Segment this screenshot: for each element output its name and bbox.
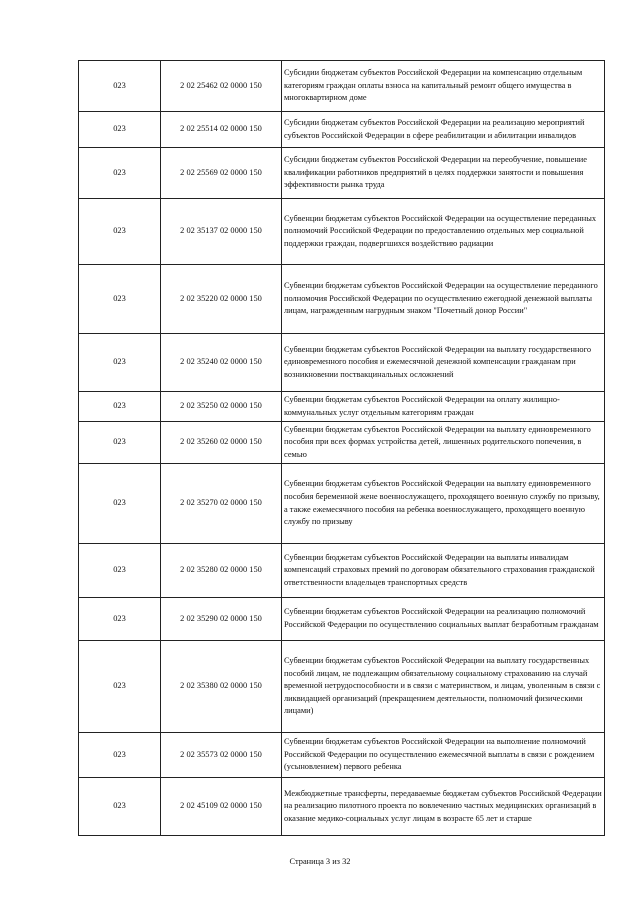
income-name-cell: Субвенции бюджетам субъектов Российской Федерации на выплату единовременного пособия при всех формах устройства детей, лишенных родительского попечения, в семью bbox=[282, 422, 605, 464]
budget-code-cell: 2 02 35290 02 0000 150 bbox=[161, 598, 282, 641]
income-name-cell: Субвенции бюджетам субъектов Российской Федерации на реализацию полномочий Российской Федерации по осуществлению социальных выплат безработным гражданам bbox=[282, 598, 605, 641]
income-name-cell: Субвенции бюджетам субъектов Российской Федерации на выплату единовременного пособия беременной жене военнослужащего, проходящего военную службу по призыву, а также ежемесячного пособия на ребенка военнослужащего, проходящего военную службу по призыву bbox=[282, 464, 605, 544]
admin-code-cell: 023 bbox=[79, 544, 161, 598]
table-row bbox=[79, 112, 605, 148]
admin-code-cell: 023 bbox=[79, 265, 161, 334]
income-name-cell: Субвенции бюджетам субъектов Российской Федерации на осуществление переданного полномочия Российской Федерации по осуществлению ежегодной денежной выплаты лицам, награжденным нагрудным знаком "Почетный донор России" bbox=[282, 265, 605, 334]
admin-code-cell: 023 bbox=[79, 61, 161, 112]
table-body bbox=[79, 61, 605, 836]
budget-code-cell: 2 02 35380 02 0000 150 bbox=[161, 641, 282, 733]
budget-code-cell: 2 02 25569 02 0000 150 bbox=[161, 148, 282, 199]
table-row bbox=[79, 598, 605, 641]
income-name-cell: Межбюджетные трансферты, передаваемые бюджетам субъектов Российской Федерации на реализацию пилотного проекта по вовлечению частных медицинских организаций в оказание медико-социальных услуг лицам в возрасте 65 лет и старше bbox=[282, 778, 605, 836]
income-name-cell: Субвенции бюджетам субъектов Российской Федерации на выплату государственного единовременного пособия и ежемесячной денежной компенсации гражданам при возникновении поствакцинальных осложнений bbox=[282, 334, 605, 392]
admin-code-cell: 023 bbox=[79, 422, 161, 464]
admin-code-cell: 023 bbox=[79, 199, 161, 265]
income-name-cell: Субсидии бюджетам субъектов Российской Федерации на переобучение, повышение квалификации работников предприятий в целях поддержки занятости и повышения эффективности рынка труда bbox=[282, 148, 605, 199]
table-row bbox=[79, 265, 605, 334]
income-name-cell: Субвенции бюджетам субъектов Российской Федерации на оплату жилищно-коммунальных услуг отдельным категориям граждан bbox=[282, 392, 605, 422]
table-row bbox=[79, 733, 605, 778]
budget-code-cell: 2 02 25514 02 0000 150 bbox=[161, 112, 282, 148]
budget-code-cell: 2 02 35280 02 0000 150 bbox=[161, 544, 282, 598]
budget-code-cell: 2 02 35220 02 0000 150 bbox=[161, 265, 282, 334]
admin-code-cell: 023 bbox=[79, 733, 161, 778]
admin-code-cell: 023 bbox=[79, 641, 161, 733]
admin-code-cell: 023 bbox=[79, 464, 161, 544]
income-name-cell: Субсидии бюджетам субъектов Российской Федерации на реализацию мероприятий субъектов Российской Федерации в сфере реабилитации и абилитации инвалидов bbox=[282, 112, 605, 148]
budget-code-cell: 2 02 45109 02 0000 150 bbox=[161, 778, 282, 836]
income-name-cell: Субвенции бюджетам субъектов Российской Федерации на выплату государственных пособий лицам, не подлежащим обязательному социальному страхованию на случай временной нетрудоспособности и в связи с материнством, и лицам, уволенным в связи с ликвидацией организаций (прекращением деятельности, полномочий физическими лицами) bbox=[282, 641, 605, 733]
table-row bbox=[79, 199, 605, 265]
admin-code-cell: 023 bbox=[79, 598, 161, 641]
admin-code-cell: 023 bbox=[79, 334, 161, 392]
admin-code-cell: 023 bbox=[79, 778, 161, 836]
admin-code-cell: 023 bbox=[79, 392, 161, 422]
budget-classification-table bbox=[78, 60, 605, 836]
table-row bbox=[79, 544, 605, 598]
table-row bbox=[79, 148, 605, 199]
income-name-cell: Субсидии бюджетам субъектов Российской Федерации на компенсацию отдельным категориям граждан оплаты взноса на капитальный ремонт общего имущества в многоквартирном доме bbox=[282, 61, 605, 112]
table-row bbox=[79, 334, 605, 392]
admin-code-cell: 023 bbox=[79, 148, 161, 199]
table-row bbox=[79, 422, 605, 464]
budget-code-cell: 2 02 35270 02 0000 150 bbox=[161, 464, 282, 544]
budget-code-cell: 2 02 35573 02 0000 150 bbox=[161, 733, 282, 778]
admin-code-cell: 023 bbox=[79, 112, 161, 148]
table-row bbox=[79, 464, 605, 544]
income-name-cell: Субвенции бюджетам субъектов Российской Федерации на выполнение полномочий Российской Федерации по осуществлению ежемесячной выплаты в связи с рождением (усыновлением) первого ребенка bbox=[282, 733, 605, 778]
table-row bbox=[79, 778, 605, 836]
income-name-cell: Субвенции бюджетам субъектов Российской Федерации на выплаты инвалидам компенсаций страховых премий по договорам обязательного страхования гражданской ответственности владельцев транспортных средств bbox=[282, 544, 605, 598]
table-row bbox=[79, 641, 605, 733]
income-name-cell: Субвенции бюджетам субъектов Российской Федерации на осуществление переданных полномочий Российской Федерации по предоставлению отдельных мер социальной поддержки граждан, подвергшихся воздействию радиации bbox=[282, 199, 605, 265]
budget-code-cell: 2 02 35137 02 0000 150 bbox=[161, 199, 282, 265]
table-row bbox=[79, 392, 605, 422]
page-number: Страница 3 из 32 bbox=[289, 857, 351, 866]
budget-code-cell: 2 02 35240 02 0000 150 bbox=[161, 334, 282, 392]
budget-code-cell: 2 02 35260 02 0000 150 bbox=[161, 422, 282, 464]
budget-code-cell: 2 02 35250 02 0000 150 bbox=[161, 392, 282, 422]
budget-code-cell: 2 02 25462 02 0000 150 bbox=[161, 61, 282, 112]
table-row bbox=[79, 61, 605, 112]
